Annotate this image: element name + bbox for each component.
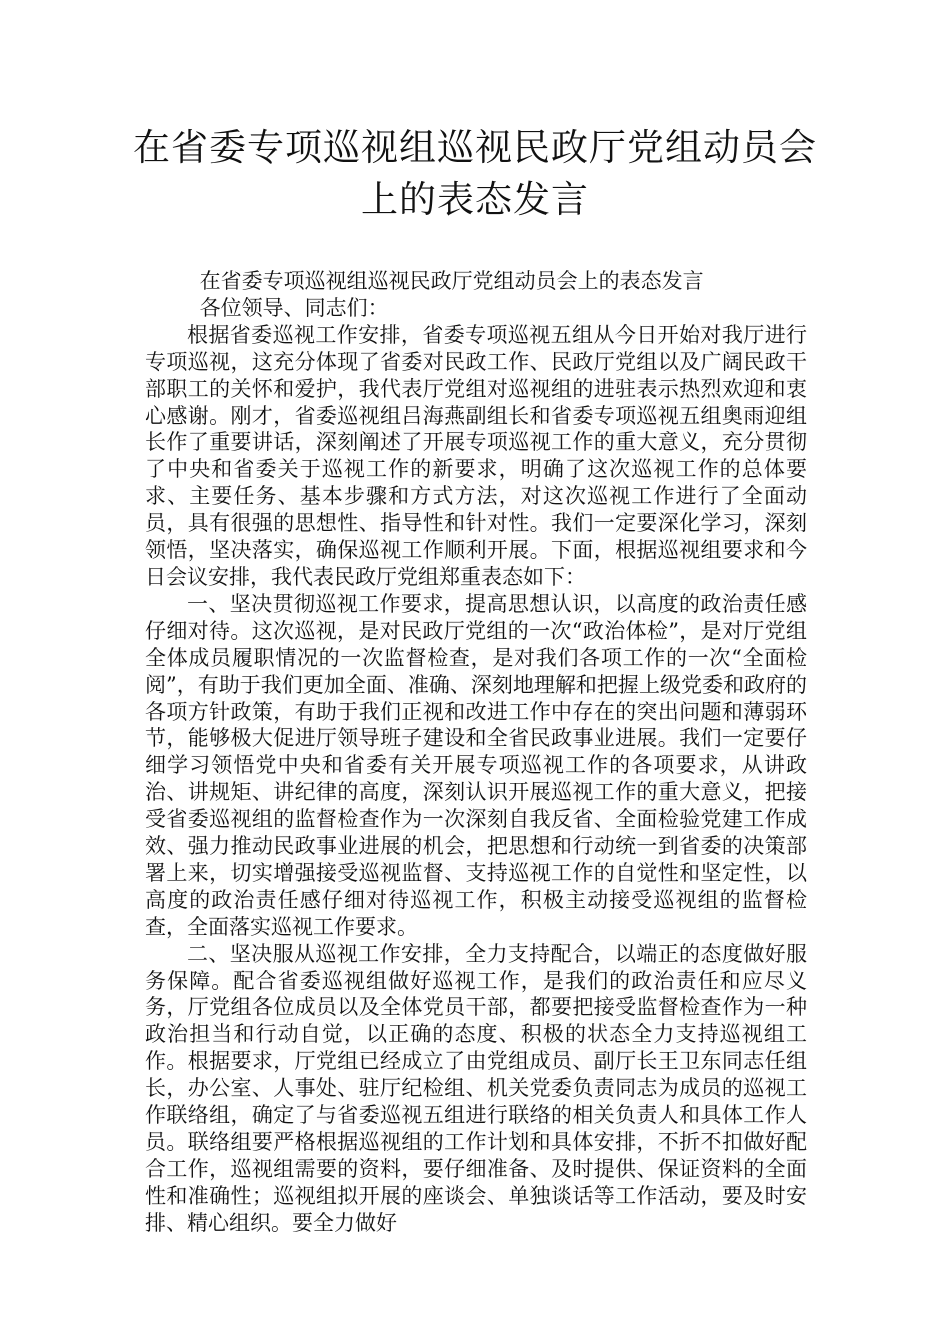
document-title xyxy=(120,122,830,226)
paragraph-point-1: 一、坚决贯彻巡视工作要求，提高思想认识，以高度的政治责任感仔细对待。这次巡视，是对民政厅党组的一次“政治体检”，是对厅党组全体成员履职情况的一次监督检查，是对我们各项工作的一次“全面检阅”，有助于我们更加全面、准确、深刻地理解和把握上级党委和政府的各项方针政策，有助于我们正视和改进工作中存在的突出问题和薄弱环节，能够极大促进厅领导班子建设和全省民政事业进展。我们一定要仔细学习领悟党中央和省委有关开展专项巡视工作的各项要求，从讲政治、讲规矩、讲纪律的高度，深刻认识开展巡视工作的重大意义，把接受省委巡视组的监督检查作为一次深刻自我反省、全面检验党建工作成效、强力推动民政事业进展的机会，把思想和行动统一到省委的决策部署上来，切实增强接受巡视监督、支持巡视工作的自觉性和坚定性，以高度的政治责任感仔细对待巡视工作，积极主动接受巡视组的监督检查，全面落实巡视工作要求。 xyxy=(145,591,807,939)
title-line-2: 上的表态发言 xyxy=(361,178,589,221)
paragraph-point-2: 二、坚决服从巡视工作安排，全力支持配合，以端正的态度做好服务保障。配合省委巡视组做好巡视工作，是我们的政治责任和应尽义务，厅党组各位成员以及全体党员干部，都要把接受监督检查作为一种政治担当和行动自觉，以正确的态度、积极的状态全力支持巡视组工作。根据要求，厅党组已经成立了由党组成员、副厅长王卫东同志任组长，办公室、人事处、驻厅纪检组、机关党委负责同志为成员的巡视工作联络组，确定了与省委巡视五组进行联络的相关负责人和具体工作人员。联络组要严格根据巡视组的工作计划和具体安排，不折不扣做好配合工作，巡视组需要的资料，要仔细准备、及时提供、保证资料的全面性和准确性；巡视组拟开展的座谈会、单独谈话等工作活动，要及时安排、精心组织。要全力做好 xyxy=(145,941,807,1235)
paragraph-intro: 根据省委巡视工作安排，省委专项巡视五组从今日开始对我厅进行专项巡视，这充分体现了省委对民政工作、民政厅党组以及广阔民政干部职工的关怀和爱护，我代表厅党组对巡视组的进驻表示热烈欢迎和衷心感谢。刚才，省委巡视组吕海燕副组长和省委专项巡视五组奥雨迎组长作了重要讲话，深刻阐述了开展专项巡视工作的重大意义，充分贯彻了中央和省委关于巡视工作的新要求，明确了这次巡视工作的总体要求、主要任务、基本步骤和方式方法，对这次巡视工作进行了全面动员，具有很强的思想性、指导性和针对性。我们一定要深化学习，深刻领悟，坚决落实，确保巡视工作顺利开展。下面，根据巡视组要求和今日会议安排，我代表民政厅党组郑重表态如下： xyxy=(145,322,807,589)
title-line-1: 在省委专项巡视组巡视民政厅党组动员会 xyxy=(133,126,817,169)
speech-subtitle: 在省委专项巡视组巡视民政厅党组动员会上的表态发言 xyxy=(199,269,704,293)
document-body xyxy=(145,268,807,1237)
salutation: 各位领导、同志们： xyxy=(199,295,389,320)
